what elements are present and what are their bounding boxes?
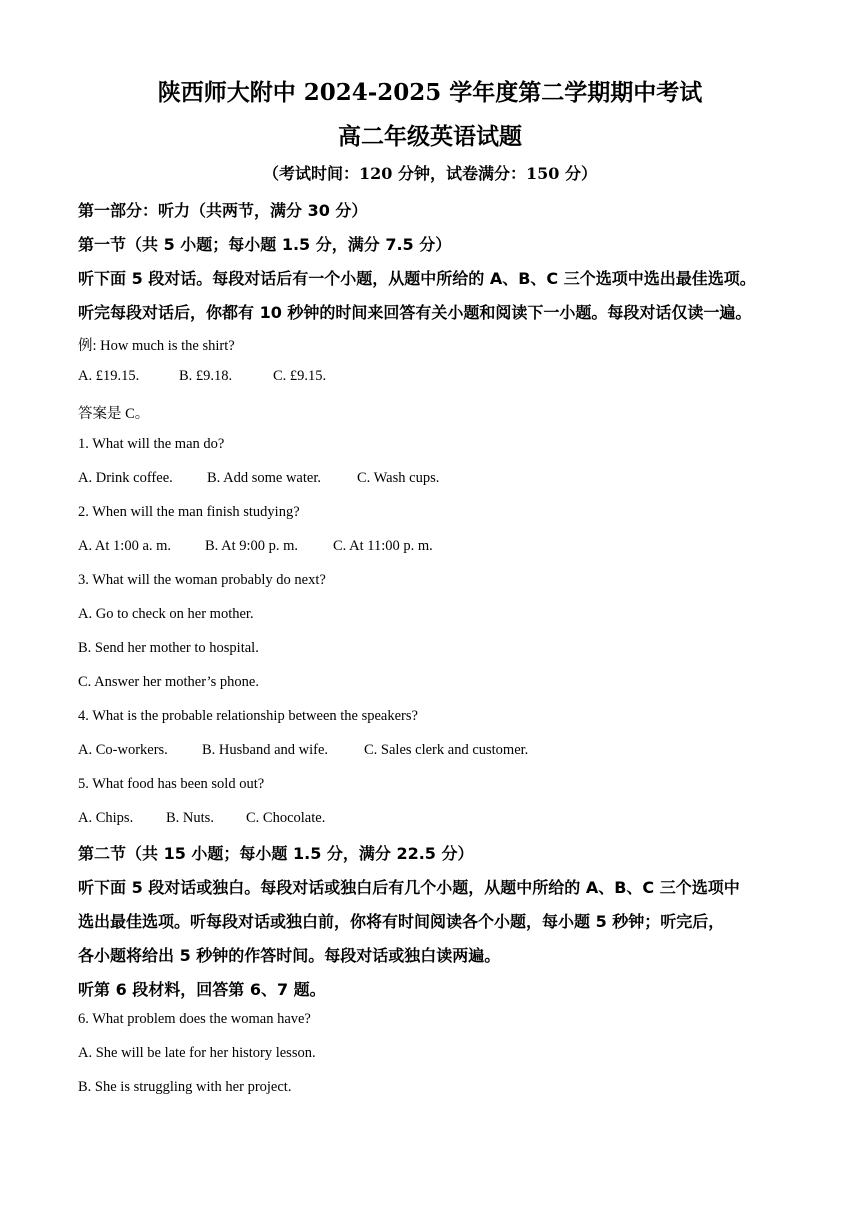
section1-instruction-1: 听下面 5 段对话。每段对话后有一个小题，从题中所给的 A、B、C 三个选项中选出最佳选项。 bbox=[78, 269, 756, 288]
q2-option-c: C. At 11:00 p. m. bbox=[333, 538, 433, 554]
q1-option-b: B. Add some water. bbox=[207, 470, 321, 486]
section2-heading: 第二节（共 15 小题；每小题 1.5 分，满分 22.5 分） bbox=[78, 844, 474, 863]
question-6: 6. What problem does the woman have? bbox=[78, 1011, 311, 1027]
question-5: 5. What food has been sold out? bbox=[78, 776, 265, 792]
q3-option-b: B. Send her mother to hospital. bbox=[78, 640, 259, 656]
q5-option-c: C. Chocolate. bbox=[246, 810, 326, 826]
q1-option-a: A. Drink coffee. bbox=[78, 470, 173, 486]
exam-subtitle: 高二年级英语试题 bbox=[338, 123, 522, 150]
example-answer: 答案是 C。 bbox=[78, 406, 150, 422]
q2-option-b: B. At 9:00 p. m. bbox=[205, 538, 299, 554]
question-3: 3. What will the woman probably do next? bbox=[78, 572, 326, 588]
q1-option-c: C. Wash cups. bbox=[357, 470, 440, 486]
q3-option-c: C. Answer her mother’s phone. bbox=[78, 674, 259, 690]
question-1-options bbox=[78, 470, 439, 487]
section2-instruction-1: 听下面 5 段对话或独白。每段对话或独白后有几个小题，从题中所给的 A、B、C 三个选项中 bbox=[78, 878, 740, 897]
q4-option-b: B. Husband and wife. bbox=[202, 742, 329, 758]
example-question: 例: How much is the shirt? bbox=[78, 338, 235, 354]
question-2-options bbox=[78, 538, 433, 555]
question-4: 4. What is the probable relationship between the speakers? bbox=[78, 708, 418, 724]
example-option-a: A. £19.15. bbox=[78, 368, 140, 384]
example-options bbox=[78, 368, 326, 385]
q5-option-b: B. Nuts. bbox=[166, 810, 214, 826]
q5-option-a: A. Chips. bbox=[78, 810, 134, 826]
section2-instruction-3: 各小题将给出 5 秒钟的作答时间。每段对话或独白读两遍。 bbox=[78, 946, 501, 965]
q2-option-a: A. At 1:00 a. m. bbox=[78, 538, 172, 554]
exam-info: （考试时间：120 分钟，试卷满分：150 分） bbox=[263, 164, 597, 183]
material-6-heading: 听第 6 段材料，回答第 6、7 题。 bbox=[78, 980, 326, 999]
question-1: 1. What will the man do? bbox=[78, 436, 225, 452]
section1-instruction-2: 听完每段对话后，你都有 10 秒钟的时间来回答有关小题和阅读下一小题。每段对话仅读一遍。 bbox=[78, 303, 752, 322]
q3-option-a: A. Go to check on her mother. bbox=[78, 606, 254, 622]
part1-heading: 第一部分：听力（共两节，满分 30 分） bbox=[78, 201, 368, 220]
example-option-b: B. £9.18. bbox=[179, 368, 233, 384]
section1-heading: 第一节（共 5 小题；每小题 1.5 分，满分 7.5 分） bbox=[78, 235, 452, 254]
example-option-c: C. £9.15. bbox=[273, 368, 327, 384]
question-2: 2. When will the man finish studying? bbox=[78, 504, 300, 520]
exam-title: 陕西师大附中 2024-2025 学年度第二学期期中考试 bbox=[157, 79, 703, 106]
question-4-options bbox=[78, 742, 528, 759]
section2-instruction-2: 选出最佳选项。听每段对话或独白前，你将有时间阅读各个小题，每小题 5 秒钟；听完后， bbox=[78, 912, 725, 931]
q4-option-a: A. Co-workers. bbox=[78, 742, 168, 758]
q6-option-b: B. She is struggling with her project. bbox=[78, 1079, 292, 1095]
q4-option-c: C. Sales clerk and customer. bbox=[364, 742, 529, 758]
question-5-options bbox=[78, 810, 325, 827]
q6-option-a: A. She will be late for her history lesson. bbox=[78, 1045, 316, 1061]
